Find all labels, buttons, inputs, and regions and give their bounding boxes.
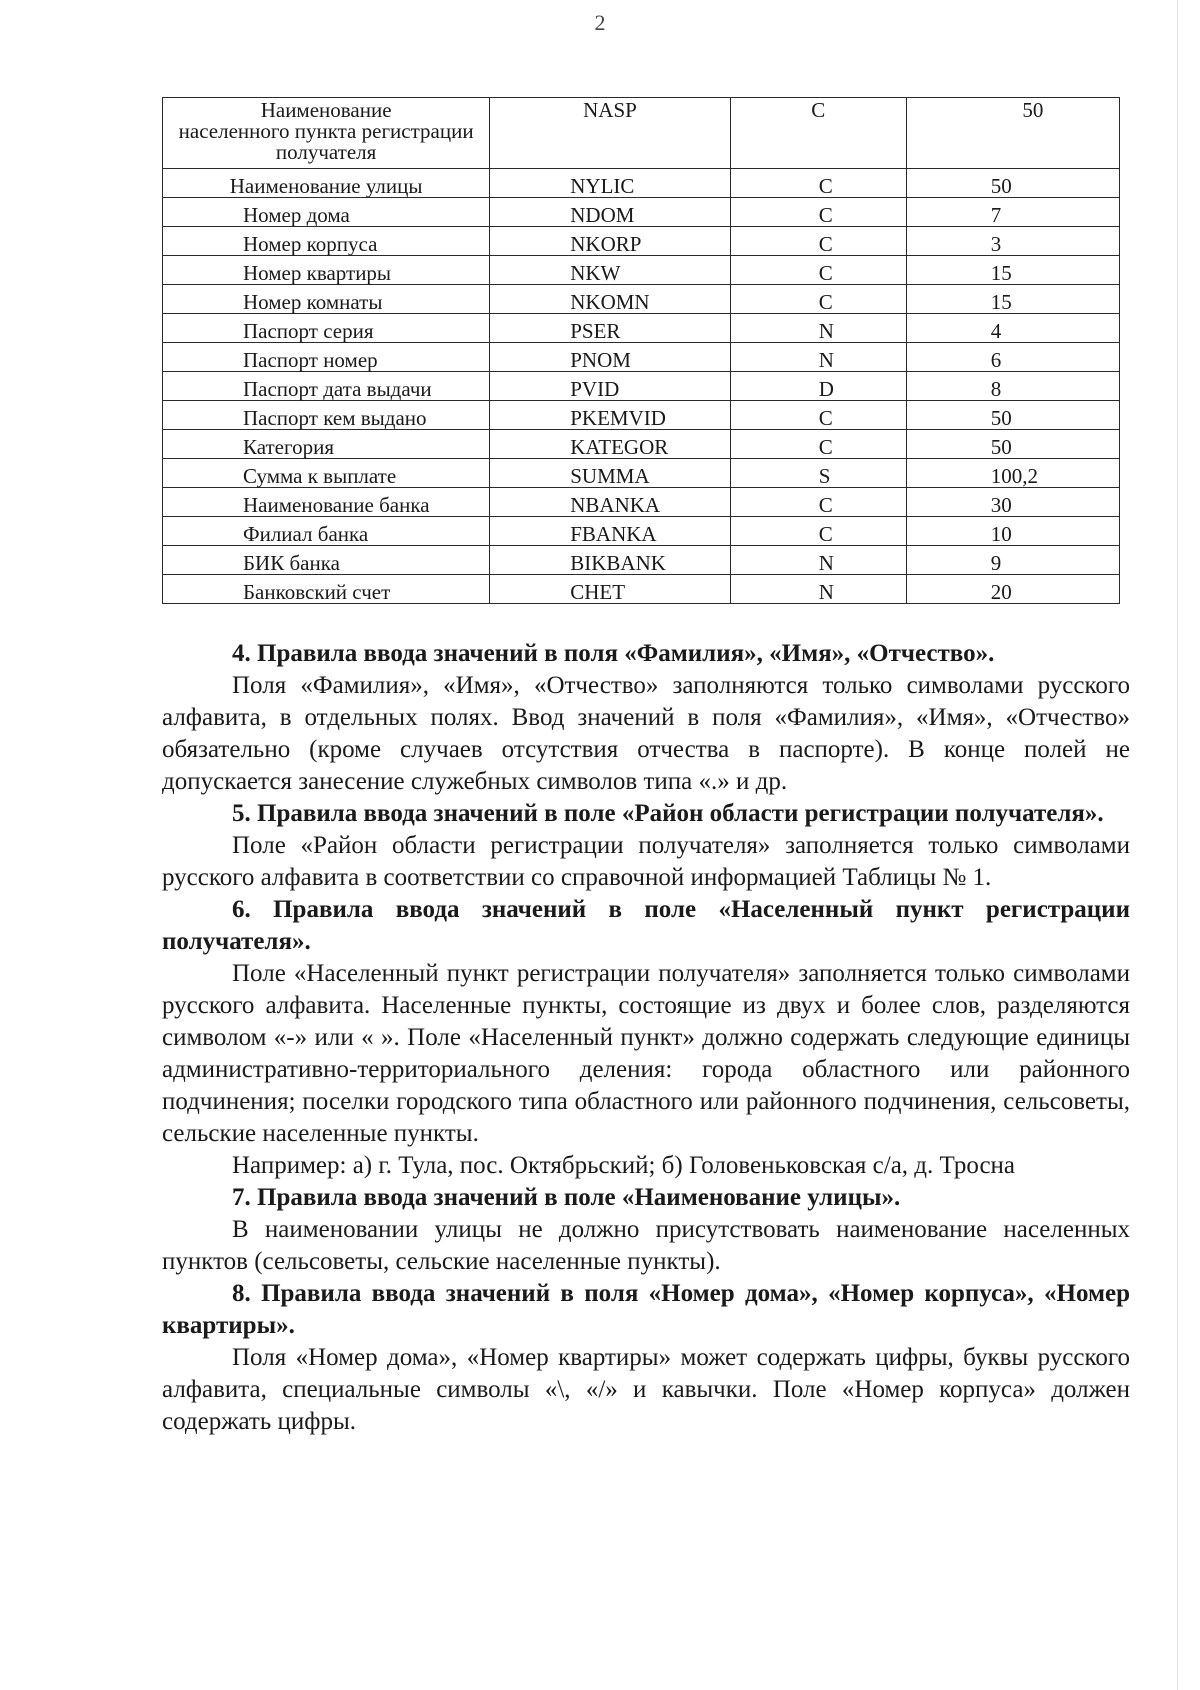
- field-type-cell: C: [730, 488, 906, 517]
- field-name-cell: [163, 169, 490, 198]
- table-row: [163, 372, 1120, 401]
- section-paragraph: В наименовании улицы не должно присутствовать наименование населенных пунктов (сельсоветы, сельские населенные пункты).: [162, 1216, 1130, 1275]
- field-type-cell: C: [730, 517, 906, 546]
- field-name-text: Наименование банка: [243, 493, 430, 517]
- field-name-text: Наименование: [260, 98, 392, 122]
- field-type-cell: C: [730, 256, 906, 285]
- field-type-cell: S: [730, 459, 906, 488]
- field-name-cell: [163, 98, 490, 169]
- table-row: [163, 401, 1120, 430]
- field-name-cell: [163, 401, 490, 430]
- field-type-cell: C: [730, 285, 906, 314]
- section-heading: 7. Правила ввода значений в поле «Наименование улицы».: [232, 1184, 901, 1211]
- field-length-cell: 15: [906, 256, 1119, 285]
- field-name-cell: [163, 575, 490, 604]
- field-code-cell: NDOM: [490, 198, 730, 227]
- field-name-text: Наименование улицы: [229, 174, 423, 198]
- table-row: [163, 314, 1120, 343]
- field-code-cell: NASP: [490, 98, 730, 169]
- field-type-cell: N: [730, 575, 906, 604]
- field-name-cell: [163, 372, 490, 401]
- field-name-text: Сумма к выплате: [243, 464, 397, 488]
- field-length-cell: 4: [906, 314, 1119, 343]
- field-code-cell: CHET: [490, 575, 730, 604]
- field-length-cell: 15: [906, 285, 1119, 314]
- field-code-cell: FBANKA: [490, 517, 730, 546]
- section-paragraph: Поле «Район области регистрации получателя» заполняется только символами русского алфавита в соответствии со справочной информацией Таблицы № 1.: [162, 832, 1130, 891]
- field-name-text: Паспорт серия: [243, 319, 374, 343]
- field-name-cell: [163, 314, 490, 343]
- field-name-cell: [163, 227, 490, 256]
- field-name-text: Паспорт дата выдачи: [243, 377, 432, 401]
- section-heading: 5. Правила ввода значений в поле «Район области регистрации получателя».: [232, 800, 1104, 827]
- field-type-cell: C: [730, 169, 906, 198]
- field-code-cell: NKW: [490, 256, 730, 285]
- field-name-text: получателя: [275, 140, 377, 164]
- field-code-cell: NBANKA: [490, 488, 730, 517]
- field-type-cell: N: [730, 546, 906, 575]
- field-name-cell: [163, 285, 490, 314]
- table-row: [163, 256, 1120, 285]
- field-name-cell: [163, 459, 490, 488]
- field-type-cell: N: [730, 314, 906, 343]
- field-name-cell: [163, 546, 490, 575]
- field-name-cell: [163, 256, 490, 285]
- field-length-cell: 50: [906, 401, 1119, 430]
- field-name-text: Категория: [243, 435, 334, 459]
- field-code-cell: PNOM: [490, 343, 730, 372]
- field-name-text: Номер дома: [243, 203, 350, 227]
- section-paragraph: Поле «Населенный пункт регистрации получателя» заполняется только символами русского алфавита. Населенные пункты, состоящие из двух и более слов, разделяются символом «-» или « ». Поле «Населенный пункт» должно содержать следующие единицы административно-территориального деления: города областного или районного подчинения; поселки городского типа областного или районного подчинения, сельсоветы, сельские населенные пункты.: [162, 960, 1130, 1147]
- table-row: [163, 430, 1120, 459]
- field-name-text: Номер комнаты: [243, 290, 383, 314]
- table-row: [163, 198, 1120, 227]
- field-length-cell: 30: [906, 488, 1119, 517]
- field-code-cell: SUMMA: [490, 459, 730, 488]
- field-name-text: БИК банка: [243, 551, 340, 575]
- field-name-cell: [163, 488, 490, 517]
- field-length-cell: 7: [906, 198, 1119, 227]
- field-length-cell: 50: [906, 169, 1119, 198]
- table-row: [163, 343, 1120, 372]
- field-name-text: Номер квартиры: [243, 261, 392, 285]
- section-paragraph: Поля «Номер дома», «Номер квартиры» может содержать цифры, буквы русского алфавита, специальные символы «\, «/» и кавычки. Поле «Номер корпуса» должен содержать цифры.: [162, 1344, 1130, 1435]
- field-length-cell: 20: [906, 575, 1119, 604]
- field-name-text: Паспорт кем выдано: [243, 406, 427, 430]
- field-code-cell: PSER: [490, 314, 730, 343]
- field-type-cell: C: [730, 430, 906, 459]
- field-code-cell: NYLIC: [490, 169, 730, 198]
- field-code-cell: NKORP: [490, 227, 730, 256]
- page-number: 2: [594, 10, 606, 35]
- field-name-cell: [163, 517, 490, 546]
- field-code-cell: PVID: [490, 372, 730, 401]
- field-name-cell: [163, 343, 490, 372]
- table-row: [163, 546, 1120, 575]
- field-name-text: Паспорт номер: [243, 348, 378, 372]
- section-heading: 6. Правила ввода значений в поле «Населенный пункт регистрации получателя».: [162, 896, 1130, 955]
- field-spec-table: [162, 97, 1120, 604]
- field-length-cell: 3: [906, 227, 1119, 256]
- table-row: [163, 488, 1120, 517]
- field-type-cell: N: [730, 343, 906, 372]
- section-paragraph: Например: а) г. Тула, пос. Октябрьский; б) Головеньковская с/а, д. Тросна: [232, 1152, 1016, 1179]
- section-paragraph: Поля «Фамилия», «Имя», «Отчество» заполняются только символами русского алфавита, в отдельных полях. Ввод значений в поля «Фамилия», «Имя», «Отчество» обязательно (кроме случаев отсутствия отчества в паспорте). В конце полей не допускается занесение служебных символов типа «.» и др.: [162, 672, 1130, 795]
- table-row: [163, 575, 1120, 604]
- field-name-cell: [163, 198, 490, 227]
- field-name-text: Филиал банка: [243, 522, 369, 546]
- section-heading: 8. Правила ввода значений в поля «Номер дома», «Номер корпуса», «Номер квартиры».: [162, 1280, 1130, 1339]
- field-name-text: Банковский счет: [243, 580, 391, 604]
- field-type-cell: C: [730, 198, 906, 227]
- field-code-cell: BIKBANK: [490, 546, 730, 575]
- field-length-cell: 100,2: [906, 459, 1119, 488]
- table-row: [163, 285, 1120, 314]
- rules-content: [162, 638, 1130, 1438]
- field-name-cell: [163, 430, 490, 459]
- field-type-cell: D: [730, 372, 906, 401]
- field-code-cell: PKEMVID: [490, 401, 730, 430]
- field-code-cell: NKOMN: [490, 285, 730, 314]
- table-row: [163, 517, 1120, 546]
- table-row: [163, 227, 1120, 256]
- page-edge-line: [1177, 0, 1178, 1690]
- field-length-cell: 50: [906, 430, 1119, 459]
- field-length-cell: 9: [906, 546, 1119, 575]
- table-row: [163, 98, 1120, 169]
- field-name-text: Номер корпуса: [243, 232, 378, 256]
- field-type-cell: C: [730, 98, 906, 169]
- field-length-cell: 50: [906, 98, 1119, 169]
- field-length-cell: 6: [906, 343, 1119, 372]
- field-length-cell: 10: [906, 517, 1119, 546]
- field-length-cell: 8: [906, 372, 1119, 401]
- section-heading: 4. Правила ввода значений в поля «Фамилия», «Имя», «Отчество».: [232, 640, 995, 667]
- field-name-text: населенного пункта регистрации: [178, 119, 474, 143]
- field-type-cell: C: [730, 401, 906, 430]
- field-code-cell: KATEGOR: [490, 430, 730, 459]
- field-type-cell: C: [730, 227, 906, 256]
- table-row: [163, 169, 1120, 198]
- table-row: [163, 459, 1120, 488]
